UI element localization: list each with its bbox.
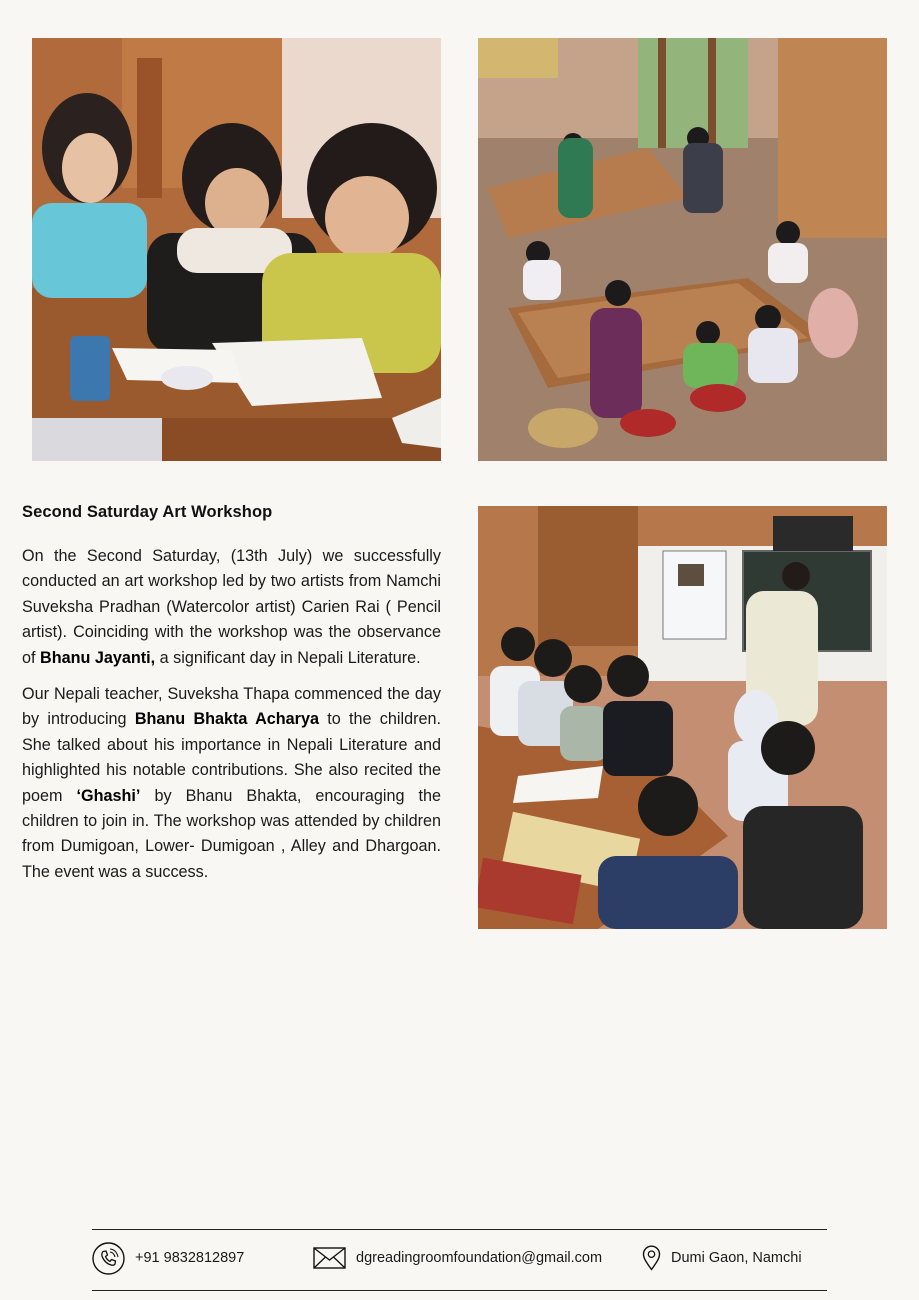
footer-phone[interactable] (92, 1236, 244, 1280)
workshop-overview-image (478, 38, 887, 461)
photo-workshop-overview (478, 38, 887, 461)
p2-text-end: by Bhanu Bhakta, encouraging the children to join in. The workshop was attended by children from Dumigoan, Lower- Dumigoan , Alley and Dhargoan. The event was a success. (22, 786, 441, 881)
mail-icon (313, 1246, 346, 1270)
children-painting-image (32, 38, 441, 461)
photo-children-painting (32, 38, 441, 461)
p2-bold-bhanu-bhakta: Bhanu Bhakta Acharya (134, 710, 319, 729)
p2-text-middle: to the children. She talked about his importance in Nepali Literature and highlighted his notable contributions. She also recited the poem (22, 710, 441, 805)
footer-location[interactable] (642, 1236, 802, 1280)
location-text: Dumi Gaon, Namchi (671, 1250, 802, 1266)
p2-bold-ghashi: ‘Ghashi’ (76, 786, 141, 805)
p1-text-end: a significant day in Nepali Literature. (155, 648, 421, 667)
photo-teacher-classroom (478, 506, 887, 929)
p1-text-start: On the Second Saturday, (13th July) we successfully conducted an art workshop led by two artists from Namchi Suveksha Pradhan (Watercolor artist) Carien Rai ( Pencil artist). Coinciding with the workshop was the observance of (22, 547, 441, 667)
location-pin-icon (642, 1245, 661, 1271)
phone-number: +91 9832812897 (135, 1250, 245, 1266)
teacher-classroom-image (478, 506, 887, 929)
article-paragraph-2 (22, 682, 441, 885)
p2-text-start: Our Nepali teacher, Suveksha Thapa commenced the day by introducing (22, 685, 441, 729)
article-paragraph-1 (22, 544, 441, 671)
article (22, 503, 441, 896)
footer-divider-top (92, 1229, 827, 1230)
article-title: Second Saturday Art Workshop (22, 503, 273, 521)
email-address: dgreadingroomfoundation@gmail.com (356, 1250, 603, 1266)
footer-email[interactable] (313, 1236, 602, 1280)
phone-icon (92, 1242, 125, 1275)
footer-divider-bottom (92, 1290, 827, 1291)
p1-bold-bhanu-jayanti: Bhanu Jayanti, (40, 648, 156, 667)
